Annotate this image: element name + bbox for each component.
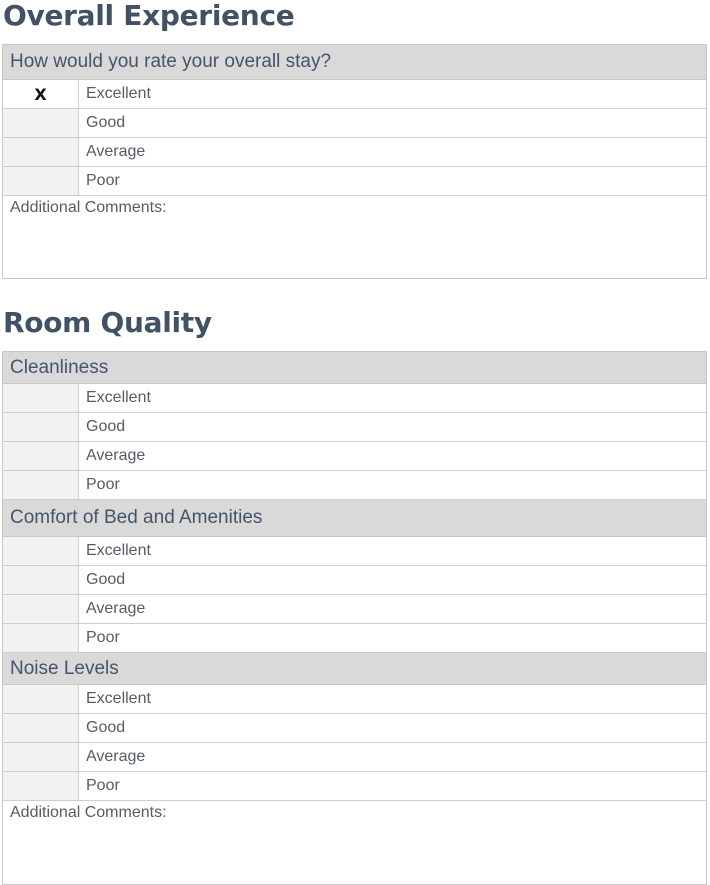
option-row xyxy=(3,80,706,109)
option-row xyxy=(3,109,706,138)
question-cleanliness: Cleanliness xyxy=(3,352,706,384)
section-title-overall-experience: Overall Experience xyxy=(3,0,295,32)
option-row xyxy=(3,167,706,196)
checkbox-average[interactable] xyxy=(3,743,79,771)
overall-experience-table xyxy=(2,44,707,279)
additional-comments-field[interactable] xyxy=(3,196,706,217)
option-row xyxy=(3,595,706,624)
option-label: Excellent xyxy=(86,85,151,102)
checkbox-poor[interactable] xyxy=(3,772,79,800)
checkbox-excellent[interactable] xyxy=(3,537,79,565)
checkbox-poor[interactable] xyxy=(3,167,79,195)
option-label: Poor xyxy=(86,777,120,794)
additional-comments-field[interactable] xyxy=(3,801,706,822)
option-row xyxy=(3,714,706,743)
option-label: Poor xyxy=(86,476,120,493)
checkbox-average[interactable] xyxy=(3,595,79,623)
checkbox-good[interactable] xyxy=(3,714,79,742)
option-row xyxy=(3,685,706,714)
option-label: Average xyxy=(86,748,146,765)
option-label: Average xyxy=(86,447,146,464)
additional-comments-label: Additional Comments: xyxy=(10,199,167,216)
option-label: Poor xyxy=(86,629,120,646)
checkbox-good[interactable] xyxy=(3,413,79,441)
checkbox-excellent[interactable]: X xyxy=(3,80,79,108)
option-label: Good xyxy=(86,418,126,435)
checkbox-poor[interactable] xyxy=(3,624,79,652)
option-label: Good xyxy=(86,114,126,131)
option-row xyxy=(3,384,706,413)
checkbox-excellent[interactable] xyxy=(3,685,79,713)
option-row xyxy=(3,566,706,595)
question-overall-stay: How would you rate your overall stay? xyxy=(3,45,706,80)
checkbox-poor[interactable] xyxy=(3,471,79,499)
option-row xyxy=(3,471,706,500)
option-row xyxy=(3,442,706,471)
option-label: Excellent xyxy=(86,690,151,707)
option-row xyxy=(3,624,706,653)
option-label: Poor xyxy=(86,172,120,189)
option-row xyxy=(3,772,706,801)
section-title-room-quality: Room Quality xyxy=(3,306,212,339)
option-row xyxy=(3,743,706,772)
option-label: Excellent xyxy=(86,389,151,406)
checkbox-good[interactable] xyxy=(3,566,79,594)
checkbox-excellent[interactable] xyxy=(3,384,79,412)
additional-comments-label: Additional Comments: xyxy=(10,804,167,821)
option-label: Average xyxy=(86,600,146,617)
option-row xyxy=(3,537,706,566)
checkbox-average[interactable] xyxy=(3,442,79,470)
room-quality-table xyxy=(2,351,707,885)
option-label: Average xyxy=(86,143,146,160)
checkbox-good[interactable] xyxy=(3,109,79,137)
checkbox-average[interactable] xyxy=(3,138,79,166)
option-label: Good xyxy=(86,571,126,588)
question-comfort-bed-amenities: Comfort of Bed and Amenities xyxy=(3,500,706,537)
question-noise-levels: Noise Levels xyxy=(3,653,706,685)
option-label: Good xyxy=(86,719,126,736)
option-row xyxy=(3,138,706,167)
option-label: Excellent xyxy=(86,542,151,559)
option-row xyxy=(3,413,706,442)
